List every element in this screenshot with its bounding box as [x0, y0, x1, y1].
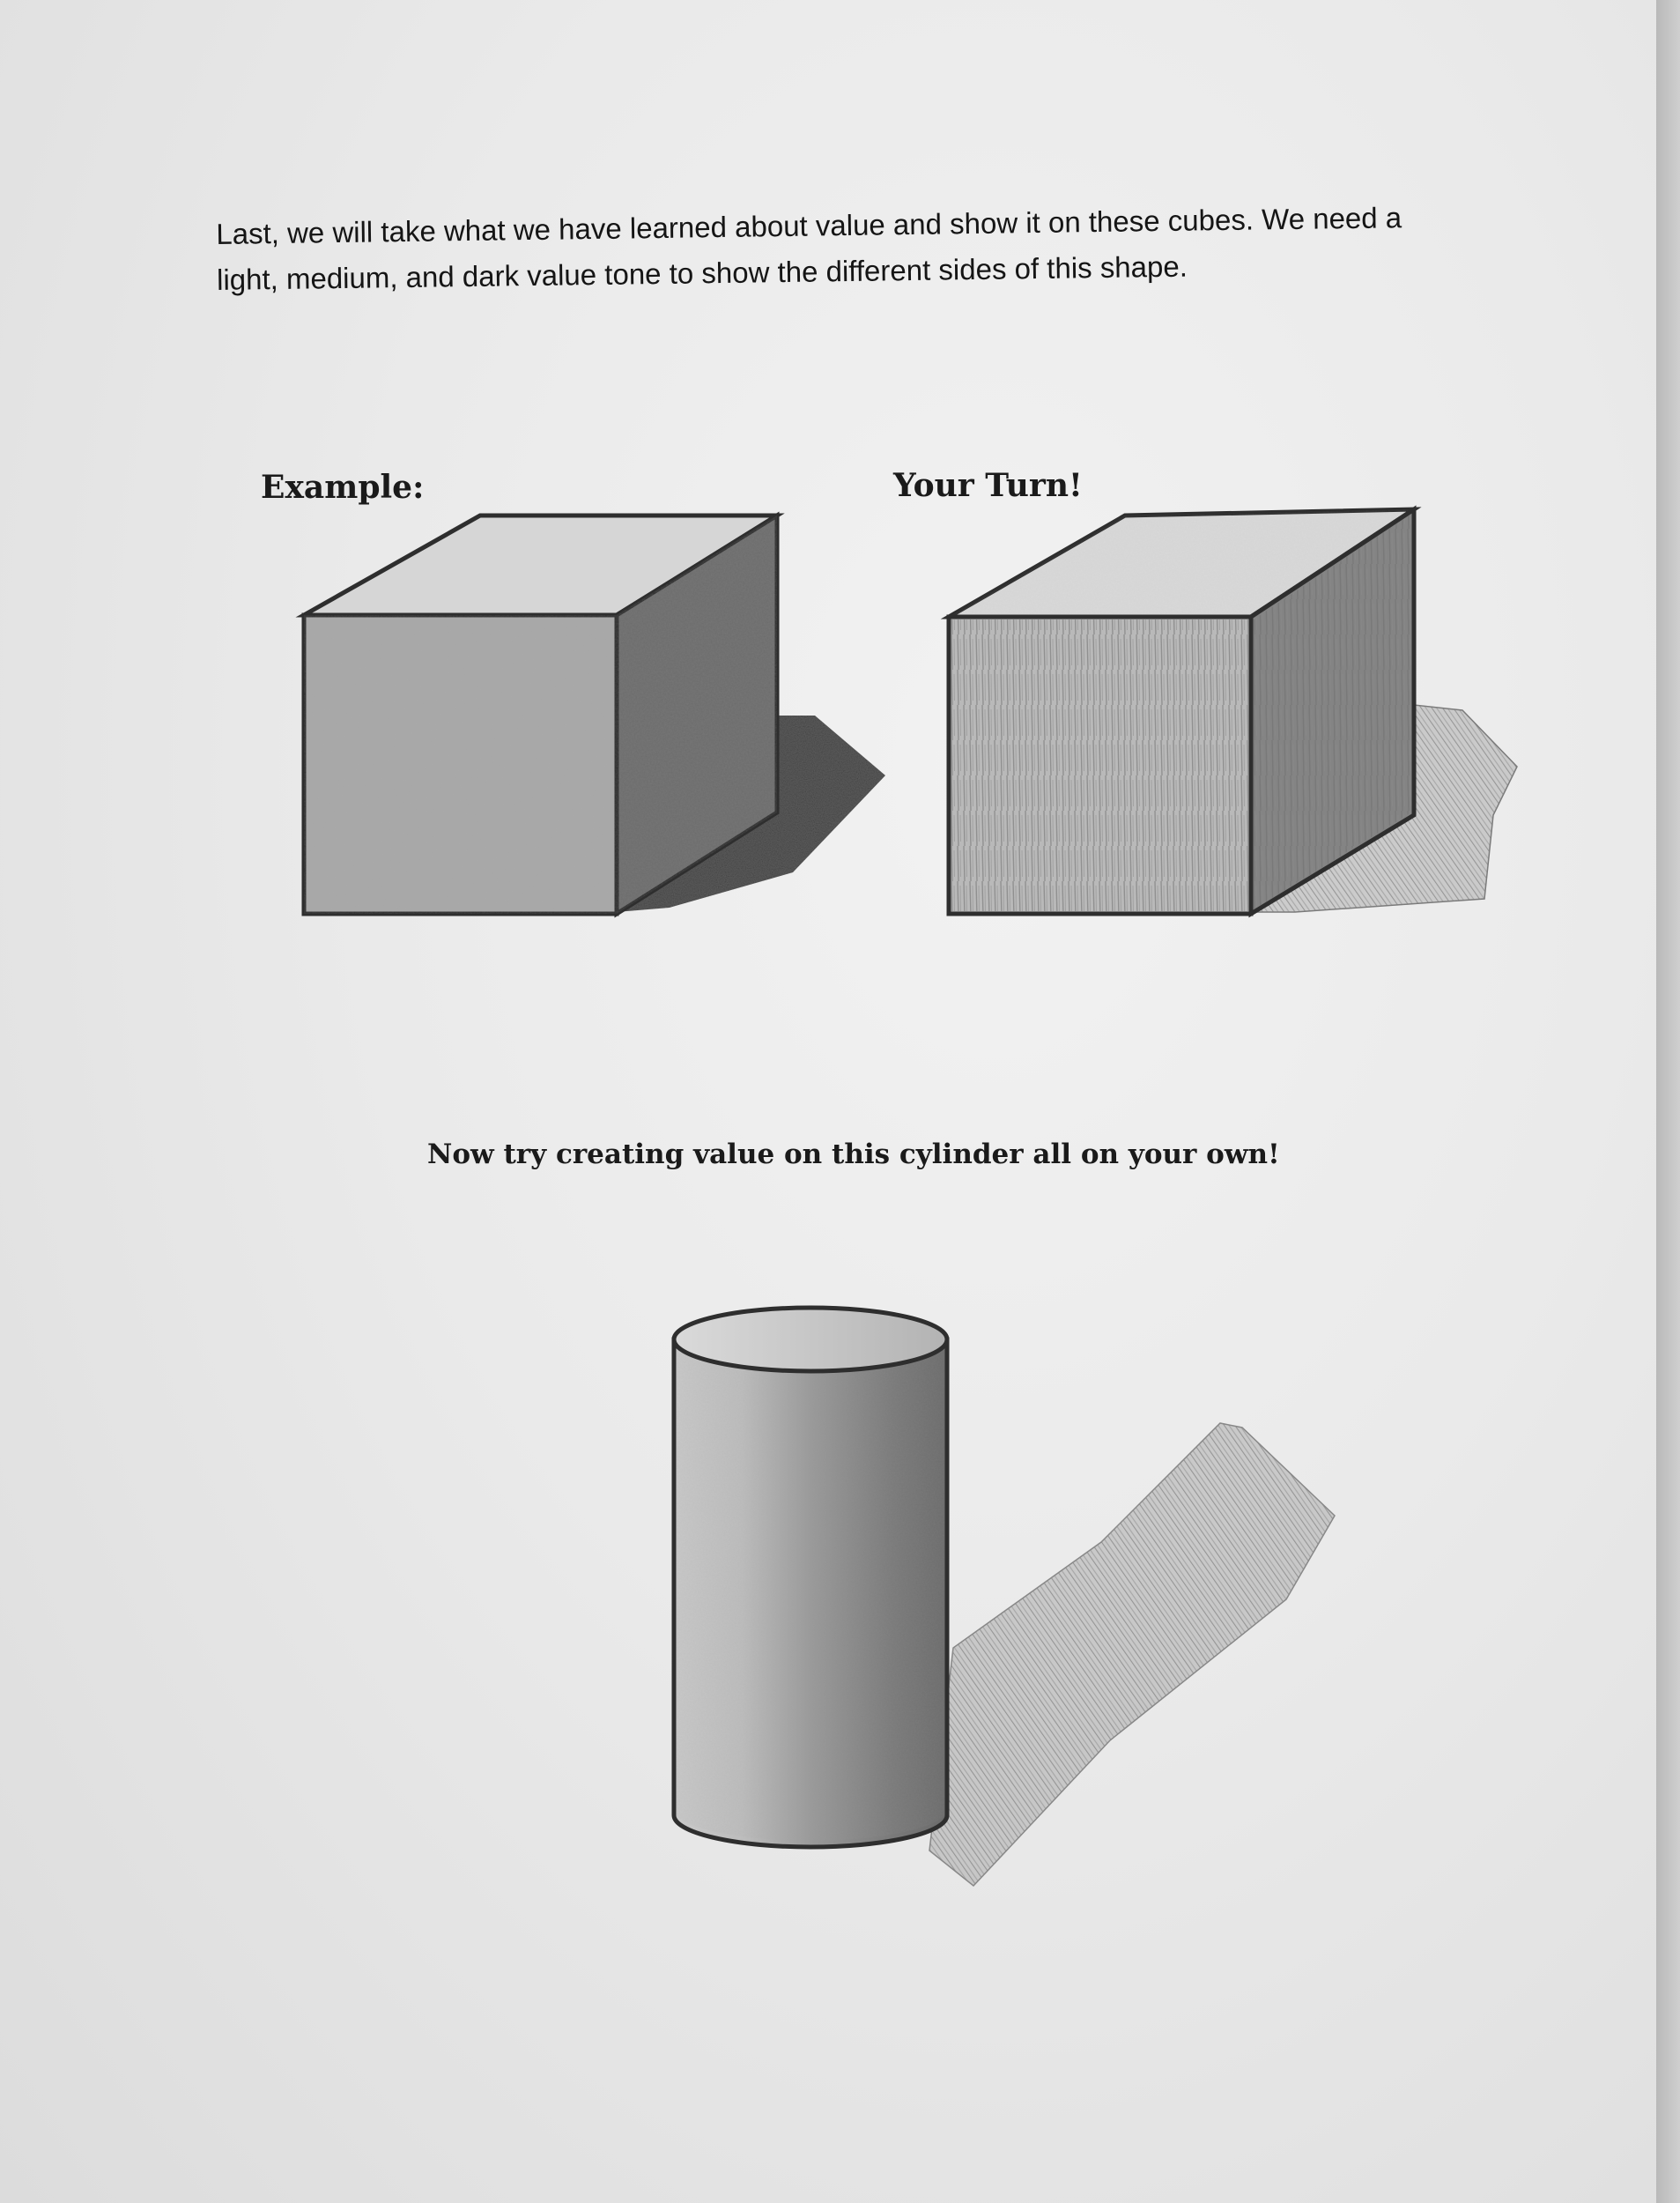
cylinder-top — [674, 1308, 947, 1371]
example-label: Example: — [261, 469, 425, 506]
your-turn-label: Your Turn! — [893, 467, 1083, 504]
your-turn-cube — [949, 509, 1517, 914]
example-cube — [304, 516, 885, 914]
cylinder-prompt: Now try creating value on this cylinder all on your own! — [427, 1139, 1280, 1170]
cylinder — [674, 1308, 1335, 1886]
instructions-text: Last, we will take what we have learned about value and show it on these cubes. We need a light, medium, and dark value tone to show the different sides of this shape. — [216, 201, 1402, 296]
